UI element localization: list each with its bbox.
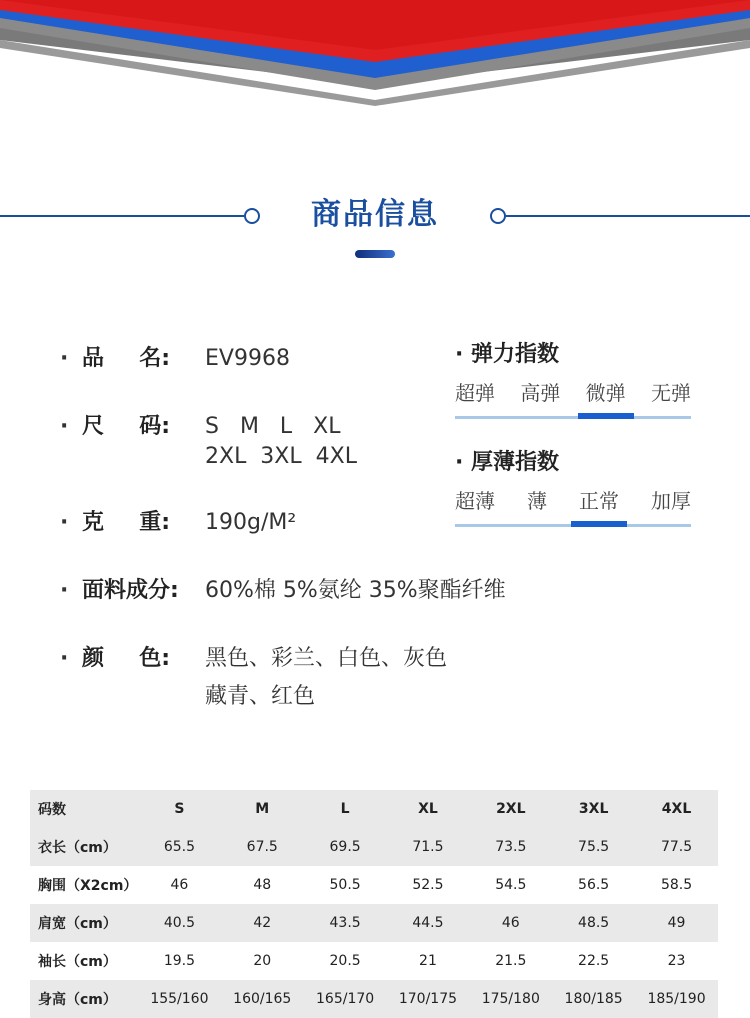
- table-row: [30, 904, 718, 942]
- table-cell: 58.5: [660, 877, 693, 893]
- table-cell: 50.5: [329, 877, 361, 893]
- thickness-selected-mark: [571, 521, 627, 527]
- table-column-header: 3XL: [578, 801, 609, 817]
- bullet-dot: ·: [60, 346, 69, 371]
- table-cell: 67.5: [246, 839, 278, 855]
- table-cell: 71.5: [412, 839, 444, 855]
- info-label-fabric: 面料成分:: [82, 578, 179, 603]
- table-row-header: 身高（cm）: [38, 992, 117, 1008]
- elasticity-options: [455, 378, 691, 408]
- bullet-dot: ·: [60, 578, 69, 603]
- table-cell: 22.5: [578, 953, 610, 969]
- elasticity-selected-mark: [578, 413, 634, 419]
- table-row: [30, 980, 718, 1018]
- elasticity-bar: [455, 416, 691, 419]
- table-row: [30, 828, 718, 866]
- table-cell: 52.5: [412, 877, 444, 893]
- table-row-header: 袖长（cm）: [38, 954, 117, 970]
- table-cell: 180/185: [564, 991, 623, 1007]
- table-cell: 40.5: [163, 915, 195, 931]
- section-title: 商品信息: [311, 197, 439, 232]
- table-cell: 20.5: [329, 953, 361, 969]
- thickness-option: 超薄: [455, 489, 495, 513]
- size-table: [30, 790, 718, 1018]
- info-value-fabric: 60%棉 5%氨纶 35%聚酯纤维: [205, 578, 506, 603]
- table-cell: 69.5: [329, 839, 361, 855]
- table-column-header: M: [255, 801, 270, 817]
- table-column-header: 2XL: [496, 801, 526, 817]
- elasticity-index: [455, 340, 695, 419]
- label-char: 尺: [82, 414, 105, 439]
- table-cell: 165/170: [316, 991, 375, 1007]
- bullet-dot: ·: [60, 510, 69, 535]
- thickness-bar: [455, 524, 691, 527]
- label-char: 色:: [139, 646, 170, 671]
- info-value-name: EV9968: [205, 346, 290, 371]
- table-row-header: 衣长（cm）: [38, 840, 117, 856]
- table-column-header: 4XL: [661, 801, 692, 817]
- label-char: 重:: [139, 510, 170, 535]
- thickness-title: · 厚薄指数: [455, 450, 560, 475]
- table-cell: 21: [419, 953, 437, 969]
- table-cell: 175/180: [481, 991, 540, 1007]
- table-cell: 49: [667, 915, 686, 931]
- thickness-options: [455, 486, 691, 516]
- table-column-header: XL: [418, 801, 438, 817]
- table-column-header: L: [340, 801, 350, 817]
- table-cell: 21.5: [495, 953, 527, 969]
- table-cell: 23: [667, 953, 686, 969]
- table-cell: 48: [253, 877, 272, 893]
- table-cell: 75.5: [578, 839, 610, 855]
- label-char: 颜: [82, 646, 105, 671]
- table-cell: 44.5: [412, 915, 444, 931]
- table-cell: 43.5: [329, 915, 361, 931]
- info-value-size-line1: S M L XL: [205, 414, 341, 439]
- thickness-option: 薄: [527, 489, 547, 513]
- table-cell: 48.5: [578, 915, 610, 931]
- thickness-option: 正常: [579, 489, 619, 513]
- table-cell: 77.5: [660, 839, 693, 855]
- table-cell: 54.5: [495, 877, 527, 893]
- table-corner-header: 码数: [38, 802, 66, 818]
- elasticity-option: 微弹: [585, 381, 626, 405]
- bullet-dot: ·: [60, 414, 69, 439]
- table-cell: 73.5: [495, 839, 527, 855]
- table-cell: 46: [501, 915, 520, 931]
- table-row: [30, 942, 718, 980]
- info-value-weight: 190g/M²: [205, 510, 297, 535]
- table-column-header: S: [174, 801, 185, 817]
- elasticity-option: 超弹: [455, 381, 495, 405]
- label-char: 名:: [139, 346, 170, 371]
- table-row-header: 胸围（X2cm）: [38, 878, 138, 894]
- table-cell: 20: [253, 953, 272, 969]
- title-underline-pill: [355, 250, 395, 258]
- elasticity-option: 无弹: [650, 381, 691, 405]
- title-line-right: [506, 215, 750, 217]
- top-banner: [0, 0, 750, 110]
- table-cell: 19.5: [163, 953, 195, 969]
- label-char: 克: [82, 510, 105, 535]
- elasticity-option: 高弹: [520, 381, 561, 405]
- section-header: [0, 190, 750, 250]
- elasticity-title: · 弹力指数: [455, 342, 560, 367]
- table-cell: 65.5: [163, 839, 195, 855]
- table-cell: 185/190: [647, 991, 706, 1007]
- bullet-dot: ·: [60, 646, 69, 671]
- thickness-option: 加厚: [651, 489, 691, 513]
- title-circle-right: [490, 208, 506, 224]
- table-row: [30, 866, 718, 904]
- table-cell: 155/160: [150, 991, 209, 1007]
- table-row-header: 肩宽（cm）: [38, 916, 117, 932]
- thickness-index: [455, 448, 695, 527]
- table-header-row: [30, 790, 718, 828]
- label-char: 码:: [139, 414, 170, 439]
- table-cell: 56.5: [578, 877, 610, 893]
- table-cell: 170/175: [398, 991, 458, 1007]
- info-value-color-line2: 藏青、红色: [205, 684, 316, 709]
- info-value-size-line2: 2XL 3XL 4XL: [205, 444, 357, 469]
- label-char: 品: [82, 346, 105, 371]
- table-cell: 46: [170, 877, 189, 893]
- table-cell: 160/165: [233, 991, 292, 1007]
- table-cell: 42: [253, 915, 272, 931]
- info-value-color-line1: 黑色、彩兰、白色、灰色: [205, 646, 448, 671]
